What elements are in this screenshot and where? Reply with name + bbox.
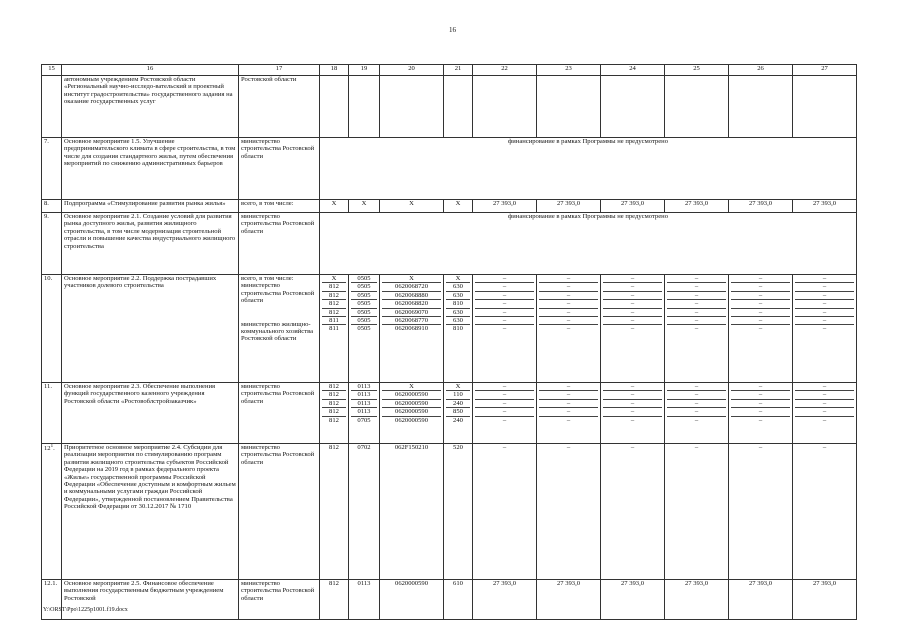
value-grbs: 812 (329, 444, 339, 451)
cell-grbs (320, 580, 349, 620)
value-v24: – (603, 390, 662, 398)
value-v27: – (795, 416, 854, 424)
value-v24: – (630, 444, 635, 451)
value-v25: – (667, 399, 726, 407)
value-v25: – (667, 416, 726, 424)
value-rzpr: X (361, 200, 367, 207)
value-v24: 27 393,0 (620, 200, 645, 207)
row-number (42, 76, 62, 138)
value-csr: 0620068820 (382, 299, 441, 307)
col-header-25: 25 (665, 65, 729, 76)
cell-rzpr (349, 580, 380, 620)
value-v24: – (630, 383, 635, 390)
value-grbs: 812 (329, 580, 339, 587)
executor: Ростовской области (239, 76, 320, 138)
value-v24: – (603, 407, 662, 415)
value-v23: – (539, 390, 598, 398)
value-v24: – (630, 275, 635, 282)
cell-vr (444, 383, 473, 444)
cell-v25 (665, 275, 729, 383)
executor-main: всего, в том числе: министерство строительства Ростовской области (241, 275, 315, 305)
cell-v26 (729, 383, 793, 444)
cell-v26 (729, 200, 793, 213)
table-row (42, 76, 857, 138)
value-v25: 27 393,0 (684, 580, 709, 587)
value-v25: – (667, 324, 726, 332)
value-v25: – (694, 275, 699, 282)
executor: всего, в том числе: (239, 200, 320, 213)
value-v26: – (731, 324, 790, 332)
value-grbs: 812 (322, 390, 346, 398)
value-v27: – (822, 444, 827, 451)
value-grbs: 812 (322, 299, 346, 307)
value-v27: – (795, 316, 854, 324)
value-vr: X (455, 200, 461, 207)
value-v27: – (795, 390, 854, 398)
value-v27: – (795, 407, 854, 415)
value-v23: – (566, 383, 571, 390)
executor: министерство строительства Ростовской области (239, 138, 320, 200)
row-number: 9. (42, 213, 62, 275)
row-number-superscript: 1 (50, 444, 54, 449)
value-v25: – (667, 308, 726, 316)
cell-v26 (729, 580, 793, 620)
cell-v24 (601, 76, 665, 138)
measure-name: Приоритетное основное мероприятие 2.4. Субсидии для реализации мероприятия по стимулированию программ развития жилищного строительства субъектов Российской Федерации на 2019 год в рамках федерального проекта «Жилье» государственной программы Российской Федерации «Обеспечение доступным и комфортным жильем и коммунальными услугами граждан Российской Федерации», утвержденной постановлением Правительства Российской Федерации от 30.12.2017 № 1710 (62, 444, 239, 580)
value-v25: – (667, 291, 726, 299)
cell-vr (444, 76, 473, 138)
cell-v27 (793, 76, 857, 138)
row-number: 11. (42, 383, 62, 444)
value-v22: – (475, 324, 534, 332)
value-csr: 0620068880 (382, 291, 441, 299)
value-v22: – (475, 390, 534, 398)
value-v22: – (475, 308, 534, 316)
value-csr: 0620000590 (382, 407, 441, 415)
value-v23: – (539, 416, 598, 424)
value-v25: – (667, 316, 726, 324)
table-row (42, 275, 857, 383)
value-rzpr: 0113 (351, 407, 377, 415)
cell-v25 (665, 444, 729, 580)
value-rzpr: 0505 (351, 282, 377, 290)
value-grbs: 811 (322, 316, 346, 324)
budget-table (41, 64, 857, 620)
executor: министерство строительства Ростовской области (239, 580, 320, 620)
value-v25: – (667, 282, 726, 290)
value-v25: – (667, 390, 726, 398)
cell-v22 (473, 444, 537, 580)
value-grbs: 812 (322, 416, 346, 424)
cell-v25 (665, 200, 729, 213)
value-v23: – (539, 291, 598, 299)
value-vr: 810 (446, 324, 470, 332)
value-v23: – (539, 299, 598, 307)
value-v27: – (822, 275, 827, 282)
value-vr: X (455, 383, 461, 390)
cell-v23 (537, 200, 601, 213)
value-rzpr: 0505 (351, 324, 377, 332)
cell-v22 (473, 580, 537, 620)
value-vr: 610 (453, 580, 463, 587)
value-csr: 0620000590 (382, 399, 441, 407)
value-v27: 27 393,0 (812, 200, 837, 207)
value-rzpr: 0113 (351, 399, 377, 407)
executor: министерство строительства Ростовской области (239, 213, 320, 275)
value-v23: – (539, 308, 598, 316)
table-row (42, 383, 857, 444)
cell-v22 (473, 383, 537, 444)
cell-v27 (793, 444, 857, 580)
value-grbs: 812 (322, 399, 346, 407)
cell-rzpr (349, 275, 380, 383)
cell-v22 (473, 275, 537, 383)
footer-file-path: Y:\ORST\Ppo\1225p1001.f19.docx (43, 607, 128, 613)
value-rzpr: 0505 (351, 299, 377, 307)
value-v23: – (539, 324, 598, 332)
value-v26: – (758, 275, 763, 282)
value-rzpr: 0113 (351, 390, 377, 398)
col-header-19: 19 (349, 65, 380, 76)
value-v26: – (758, 383, 763, 390)
value-grbs: X (331, 200, 337, 207)
row-number: 10. (42, 275, 62, 383)
value-v26: – (731, 399, 790, 407)
value-vr: 110 (446, 390, 470, 398)
value-v24: – (603, 316, 662, 324)
value-csr: 0620068910 (382, 324, 441, 332)
value-v23: – (566, 275, 571, 282)
executor: министерство строительства Ростовской области (239, 383, 320, 444)
value-rzpr: 0505 (351, 308, 377, 316)
cell-rzpr (349, 444, 380, 580)
value-v26: – (731, 416, 790, 424)
cell-v23 (537, 444, 601, 580)
financing-note: финансирование в рамках Программы не предусмотрено (320, 213, 857, 275)
cell-csr (380, 580, 444, 620)
value-v22: – (475, 416, 534, 424)
measure-name: Подпрограмма «Стимулирование развития рынка жилья» (62, 200, 239, 213)
cell-v27 (793, 200, 857, 213)
measure-name: Основное мероприятие 2.1. Создание условий для развития рынка доступного жилья, развития жилищного строительства, в том числе модернизация строительной отрасли и повышение качества индустриального жилищного строительства (62, 213, 239, 275)
value-v24: – (603, 282, 662, 290)
table-row (42, 200, 857, 213)
value-v23: – (539, 407, 598, 415)
value-v23: – (539, 316, 598, 324)
value-vr: 630 (446, 291, 470, 299)
value-v24: 27 393,0 (620, 580, 645, 587)
value-v26: 27 393,0 (748, 580, 773, 587)
col-header-17: 17 (239, 65, 320, 76)
cell-grbs (320, 383, 349, 444)
row-number: 8. (42, 200, 62, 213)
cell-v23 (537, 76, 601, 138)
value-v25: – (694, 383, 699, 390)
value-v24: – (603, 324, 662, 332)
value-v23: 27 393,0 (556, 580, 581, 587)
table-row (42, 213, 857, 275)
value-v27: – (795, 308, 854, 316)
cell-csr (380, 76, 444, 138)
value-rzpr: 0505 (351, 316, 377, 324)
value-v22: – (475, 291, 534, 299)
measure-name: Основное мероприятие 1.5. Улучшение предпринимательского климата в сфере строительства, в том числе для создания стандартного жилья, путем обеспечения мероприятий по снижению административных барьеров (62, 138, 239, 200)
value-v24: – (603, 291, 662, 299)
col-header-27: 27 (793, 65, 857, 76)
executor (239, 275, 320, 383)
value-v22: – (502, 275, 507, 282)
value-v23: – (566, 444, 571, 451)
value-v25: 27 393,0 (684, 200, 709, 207)
financing-note: финансирование в рамках Программы не предусмотрено (320, 138, 857, 200)
value-v26: – (758, 444, 763, 451)
cell-grbs (320, 200, 349, 213)
cell-rzpr (349, 76, 380, 138)
table-row (42, 444, 857, 580)
cell-v24 (601, 444, 665, 580)
cell-v22 (473, 200, 537, 213)
cell-v26 (729, 275, 793, 383)
value-v26: – (731, 407, 790, 415)
value-v24: – (603, 399, 662, 407)
cell-v25 (665, 76, 729, 138)
executor: министерство строительства Ростовской области (239, 444, 320, 580)
value-v27: – (795, 324, 854, 332)
cell-v27 (793, 580, 857, 620)
value-v22: – (502, 383, 507, 390)
header-row (42, 65, 857, 76)
value-v22: – (475, 316, 534, 324)
col-header-15: 15 (42, 65, 62, 76)
value-v22: 27 393,0 (492, 200, 517, 207)
value-rzpr: 0113 (357, 580, 371, 587)
value-rzpr: 0705 (351, 416, 377, 424)
value-v26: – (731, 291, 790, 299)
row-number: 12.1. (42, 580, 62, 620)
measure-name: Основное мероприятие 2.3. Обеспечение выполнения функций государственного казенного учреждения Ростовской области «Ростовоблстройзаказчик» (62, 383, 239, 444)
value-rzpr: 0505 (351, 291, 377, 299)
cell-vr (444, 580, 473, 620)
table-row (42, 138, 857, 200)
value-v24: – (603, 308, 662, 316)
cell-rzpr (349, 200, 380, 213)
value-v26: – (731, 316, 790, 324)
value-v27: – (795, 399, 854, 407)
cell-vr (444, 200, 473, 213)
value-csr: 0620000590 (382, 390, 441, 398)
value-vr: 240 (446, 416, 470, 424)
value-v22: – (475, 399, 534, 407)
value-grbs: 812 (329, 383, 339, 390)
value-csr: 062F150210 (394, 444, 429, 451)
value-v27: 27 393,0 (812, 580, 837, 587)
cell-v25 (665, 580, 729, 620)
value-vr: 630 (446, 316, 470, 324)
executor-secondary: министерство жилищно-коммунального хозяйства Ростовской области (241, 320, 314, 343)
value-vr: X (455, 275, 461, 282)
value-csr: 0620068770 (382, 316, 441, 324)
cell-v23 (537, 580, 601, 620)
value-csr: 0620000590 (395, 580, 428, 587)
value-csr: 0620068720 (382, 282, 441, 290)
value-csr: 0620069070 (382, 308, 441, 316)
col-header-23: 23 (537, 65, 601, 76)
col-header-16: 16 (62, 65, 239, 76)
value-grbs: X (331, 275, 337, 282)
value-v26: – (731, 308, 790, 316)
table-row (42, 580, 857, 620)
cell-csr (380, 383, 444, 444)
cell-v26 (729, 76, 793, 138)
cell-csr (380, 275, 444, 383)
value-vr: 630 (446, 308, 470, 316)
cell-v24 (601, 200, 665, 213)
value-vr: 630 (446, 282, 470, 290)
value-v26: – (731, 299, 790, 307)
col-header-21: 21 (444, 65, 473, 76)
value-v24: – (603, 416, 662, 424)
cell-v27 (793, 275, 857, 383)
row-number: $12^1$. (42, 444, 62, 580)
value-v22: – (475, 282, 534, 290)
measure-name: автономным учреждением Ростовской области «Региональный научно-исследо-вательский и проектный институт градостроительства» государственного задания на оказание государственных услуг (62, 76, 239, 138)
col-header-18: 18 (320, 65, 349, 76)
page-number: 16 (449, 26, 456, 34)
value-csr: X (409, 383, 414, 390)
value-rzpr: 0113 (357, 383, 371, 390)
cell-csr (380, 444, 444, 580)
cell-v24 (601, 275, 665, 383)
value-v27: – (795, 299, 854, 307)
cell-csr (380, 200, 444, 213)
measure-name: Основное мероприятие 2.2. Поддержка пострадавших участников долевого строительства (62, 275, 239, 383)
value-v25: – (694, 444, 699, 451)
cell-v23 (537, 383, 601, 444)
value-v23: 27 393,0 (556, 200, 581, 207)
value-grbs: 812 (322, 291, 346, 299)
value-vr: 520 (453, 444, 463, 451)
value-v26: 27 393,0 (748, 200, 773, 207)
value-v25: – (667, 299, 726, 307)
col-header-26: 26 (729, 65, 793, 76)
value-v27: – (795, 282, 854, 290)
cell-grbs (320, 275, 349, 383)
value-v22: – (475, 299, 534, 307)
row-number: 7. (42, 138, 62, 200)
col-header-20: 20 (380, 65, 444, 76)
value-v22: – (475, 407, 534, 415)
cell-grbs (320, 444, 349, 580)
value-rzpr: 0505 (357, 275, 371, 282)
cell-vr (444, 444, 473, 580)
value-csr: X (409, 200, 414, 207)
value-v23: – (539, 282, 598, 290)
value-grbs: 812 (322, 308, 346, 316)
value-v26: – (731, 390, 790, 398)
cell-grbs (320, 76, 349, 138)
value-v22: 27 393,0 (492, 580, 517, 587)
value-v24: – (603, 299, 662, 307)
cell-rzpr (349, 383, 380, 444)
value-csr: 0620000590 (382, 416, 441, 424)
cell-v23 (537, 275, 601, 383)
value-v26: – (731, 282, 790, 290)
value-vr: 240 (446, 399, 470, 407)
cell-vr (444, 275, 473, 383)
cell-v25 (665, 383, 729, 444)
value-grbs: 812 (322, 282, 346, 290)
col-header-22: 22 (473, 65, 537, 76)
cell-v27 (793, 383, 857, 444)
value-v22: – (502, 444, 507, 451)
col-header-24: 24 (601, 65, 665, 76)
cell-v22 (473, 76, 537, 138)
value-v25: – (667, 407, 726, 415)
cell-v24 (601, 383, 665, 444)
value-csr: X (409, 275, 414, 282)
value-vr: 810 (446, 299, 470, 307)
cell-v26 (729, 444, 793, 580)
measure-name: Основное мероприятие 2.5. Финансовое обеспечение выполнения государственным бюджетным учреждением Ростовской (62, 580, 239, 620)
value-vr: 850 (446, 407, 470, 415)
value-rzpr: 0702 (357, 444, 371, 451)
value-v27: – (822, 383, 827, 390)
cell-v24 (601, 580, 665, 620)
value-v23: – (539, 399, 598, 407)
value-v27: – (795, 291, 854, 299)
value-grbs: 811 (322, 324, 346, 332)
value-grbs: 812 (322, 407, 346, 415)
